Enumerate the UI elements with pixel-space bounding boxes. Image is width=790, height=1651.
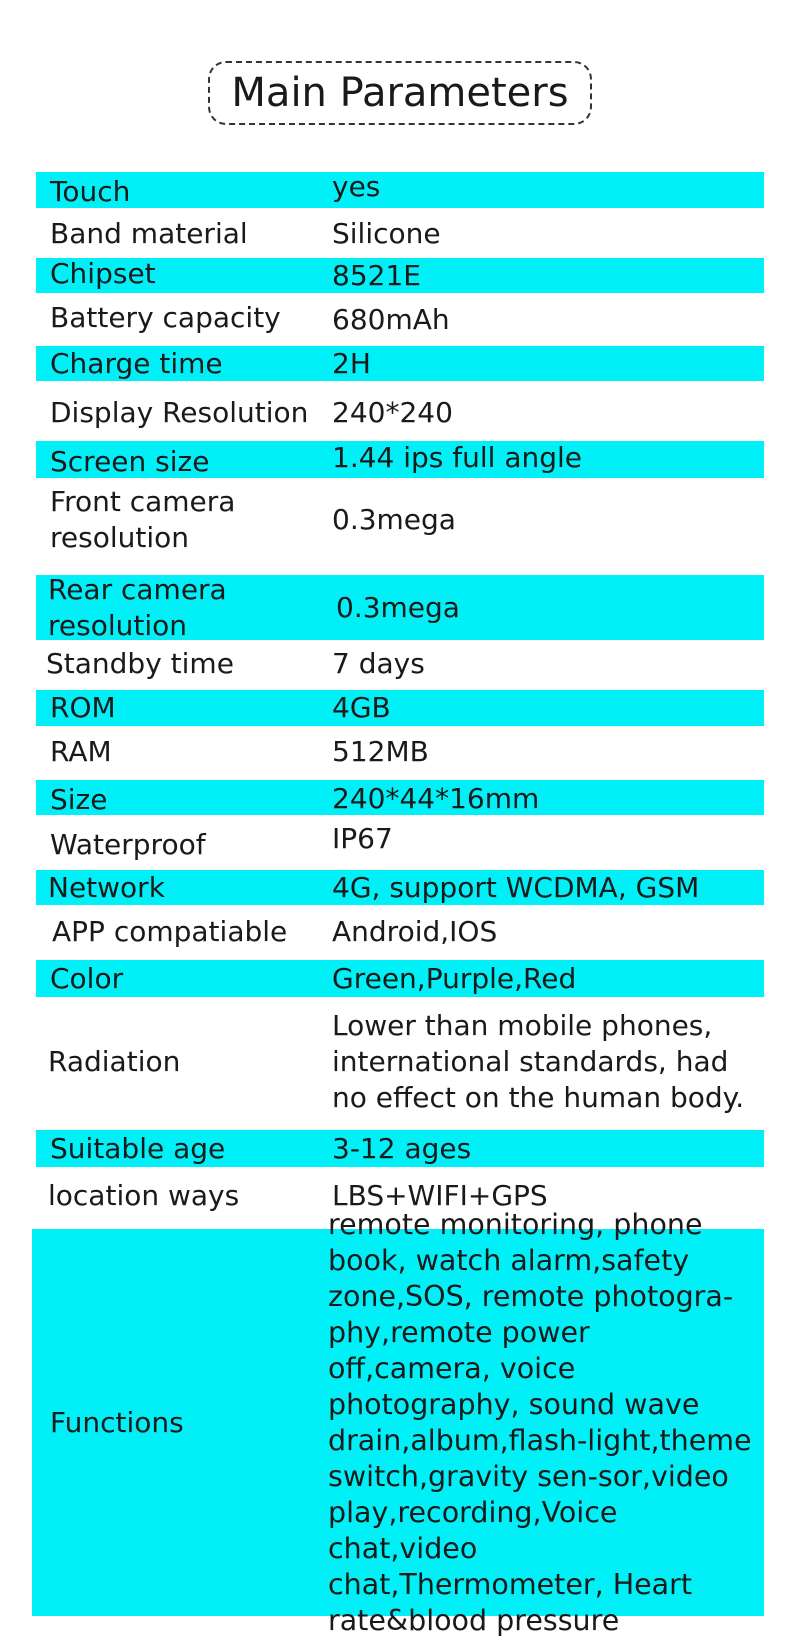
- param-value: 7 days: [332, 647, 425, 680]
- param-value: remote monitoring, phone book, watch alarm,safety zone,SOS, remote photogra-phy,remote power off,camera, voice photography, sound wave drain,album,flash-light,theme switch,gravity sen-sor,video play,recording,Voice chat,video chat,Thermometer, Heart rate&blood pressure: [328, 1207, 752, 1637]
- param-label: ROM: [50, 691, 116, 724]
- param-value: 8521E: [332, 258, 421, 292]
- param-value: IP67: [332, 822, 393, 855]
- param-label: RAM: [50, 735, 112, 768]
- param-row-standby-time: [36, 644, 764, 684]
- param-value: Lower than mobile phones, international standards, had no effect on the human body.: [332, 1009, 745, 1114]
- param-label: Charge time: [50, 346, 223, 380]
- param-row-network: [36, 870, 764, 905]
- param-row-suitable-age: [36, 1130, 764, 1167]
- param-row-charge-time: [36, 346, 764, 381]
- param-value: 1.44 ips full angle: [332, 440, 583, 474]
- param-label: Band material: [50, 217, 248, 250]
- param-value: Green,Purple,Red: [332, 961, 577, 995]
- param-value: 4GB: [332, 691, 391, 724]
- param-label: APP compatiable: [52, 915, 288, 948]
- param-value: 240*240: [332, 396, 453, 429]
- param-label: Front camera resolution: [50, 485, 236, 554]
- param-label: Screen size: [50, 444, 210, 478]
- param-value: yes: [332, 170, 381, 203]
- param-value: 4G, support WCDMA, GSM: [332, 870, 700, 904]
- param-label: Standby time: [46, 647, 234, 680]
- param-value: Silicone: [332, 217, 441, 250]
- param-label: location ways: [48, 1179, 240, 1212]
- param-row-waterproof: [36, 820, 764, 864]
- param-value: 0.3mega: [336, 590, 460, 624]
- param-label: Network: [48, 870, 165, 904]
- param-value: 3-12 ages: [332, 1131, 472, 1165]
- param-row-band-material: [36, 214, 764, 254]
- param-label: Waterproof: [50, 828, 206, 861]
- param-label: Chipset: [50, 256, 156, 290]
- param-row-color: [36, 960, 764, 997]
- page-title: Main Parameters: [231, 70, 569, 116]
- param-row-size: [36, 780, 764, 815]
- param-label: Battery capacity: [50, 301, 281, 334]
- param-label: Suitable age: [50, 1131, 226, 1165]
- param-row-ram: [36, 732, 764, 772]
- param-value: 0.3mega: [332, 503, 456, 536]
- param-row-rear-camera: [36, 572, 764, 642]
- param-value: 2H: [332, 346, 371, 380]
- param-row-app: [36, 912, 764, 952]
- param-label: Rear camera resolution: [48, 572, 227, 642]
- param-row-display-resolution: [36, 391, 764, 435]
- param-label: Size: [50, 782, 108, 816]
- param-value: 240*44*16mm: [332, 781, 540, 815]
- param-label: Color: [50, 961, 124, 995]
- title-box: [208, 61, 592, 125]
- param-row-battery-capacity: [36, 297, 764, 341]
- param-value: 512MB: [332, 735, 429, 768]
- param-value: Android,IOS: [332, 915, 498, 948]
- param-value: LBS+WIFI+GPS: [332, 1179, 548, 1212]
- param-row-functions: [32, 1207, 764, 1637]
- param-row-radiation: [36, 1002, 764, 1122]
- param-label: Radiation: [48, 1045, 181, 1078]
- param-row-chipset: [36, 258, 764, 293]
- param-value: 680mAh: [332, 303, 450, 336]
- param-label: Functions: [50, 1405, 184, 1439]
- param-row-touch: [36, 172, 764, 208]
- param-row-front-camera: [36, 480, 764, 560]
- param-row-screen-size: [36, 441, 764, 478]
- param-label: Display Resolution: [50, 396, 309, 429]
- param-label: Touch: [50, 175, 131, 208]
- param-row-rom: [36, 690, 764, 726]
